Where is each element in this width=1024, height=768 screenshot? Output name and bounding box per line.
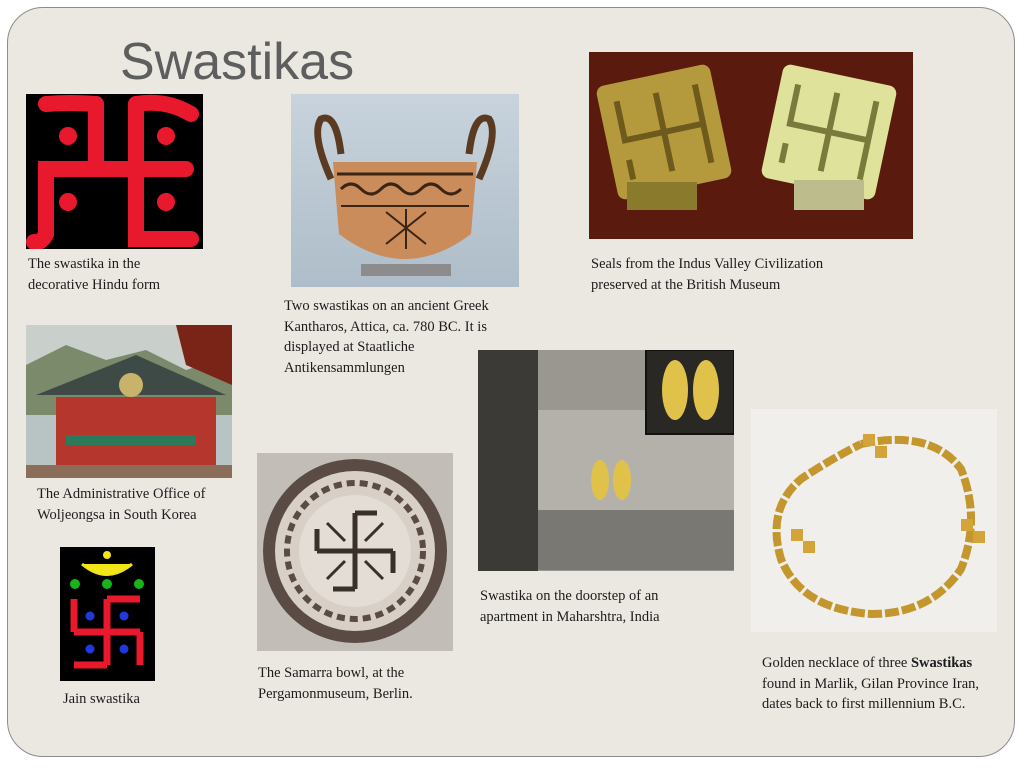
kantharos-image bbox=[291, 94, 519, 287]
woljeongsa-image bbox=[26, 325, 232, 478]
hindu-swastika-image bbox=[26, 94, 203, 249]
necklace-image bbox=[751, 409, 997, 632]
jain-swastika-image bbox=[60, 547, 155, 681]
woljeongsa-caption: The Administrative Office of Woljeongsa in South Korea bbox=[37, 486, 206, 523]
necklace-caption bbox=[762, 653, 1002, 715]
jain-caption: Jain swastika bbox=[63, 691, 140, 707]
kantharos-caption: Two swastikas on an ancient Greek Kantharos, Attica, ca. 780 BC. It is displayed at Staatliche Antikensammlungen bbox=[284, 298, 489, 376]
slide-title: Swastikas bbox=[120, 33, 355, 91]
slide bbox=[7, 7, 1015, 757]
doorstep-image bbox=[478, 350, 734, 571]
necklace-caption-start: Golden necklace of three bbox=[762, 655, 911, 671]
indus-caption: Seals from the Indus Valley Civilization preserved at the British Museum bbox=[591, 256, 824, 293]
samarra-bowl-image bbox=[257, 453, 453, 651]
necklace-caption-bold: Swastikas bbox=[910, 655, 973, 671]
necklace-caption-end: found in Marlik, Gilan Province Iran, dates back to first millennium B.C. bbox=[762, 675, 980, 712]
doorstep-caption: Swastika on the doorstep of an apartment in Maharshtra, India bbox=[480, 588, 660, 625]
samarra-caption: The Samarra bowl, at the Pergamonmuseum, Berlin. bbox=[258, 665, 413, 702]
indus-seals-image bbox=[589, 52, 913, 239]
hindu-caption: The swastika in the decorative Hindu form bbox=[28, 256, 161, 293]
